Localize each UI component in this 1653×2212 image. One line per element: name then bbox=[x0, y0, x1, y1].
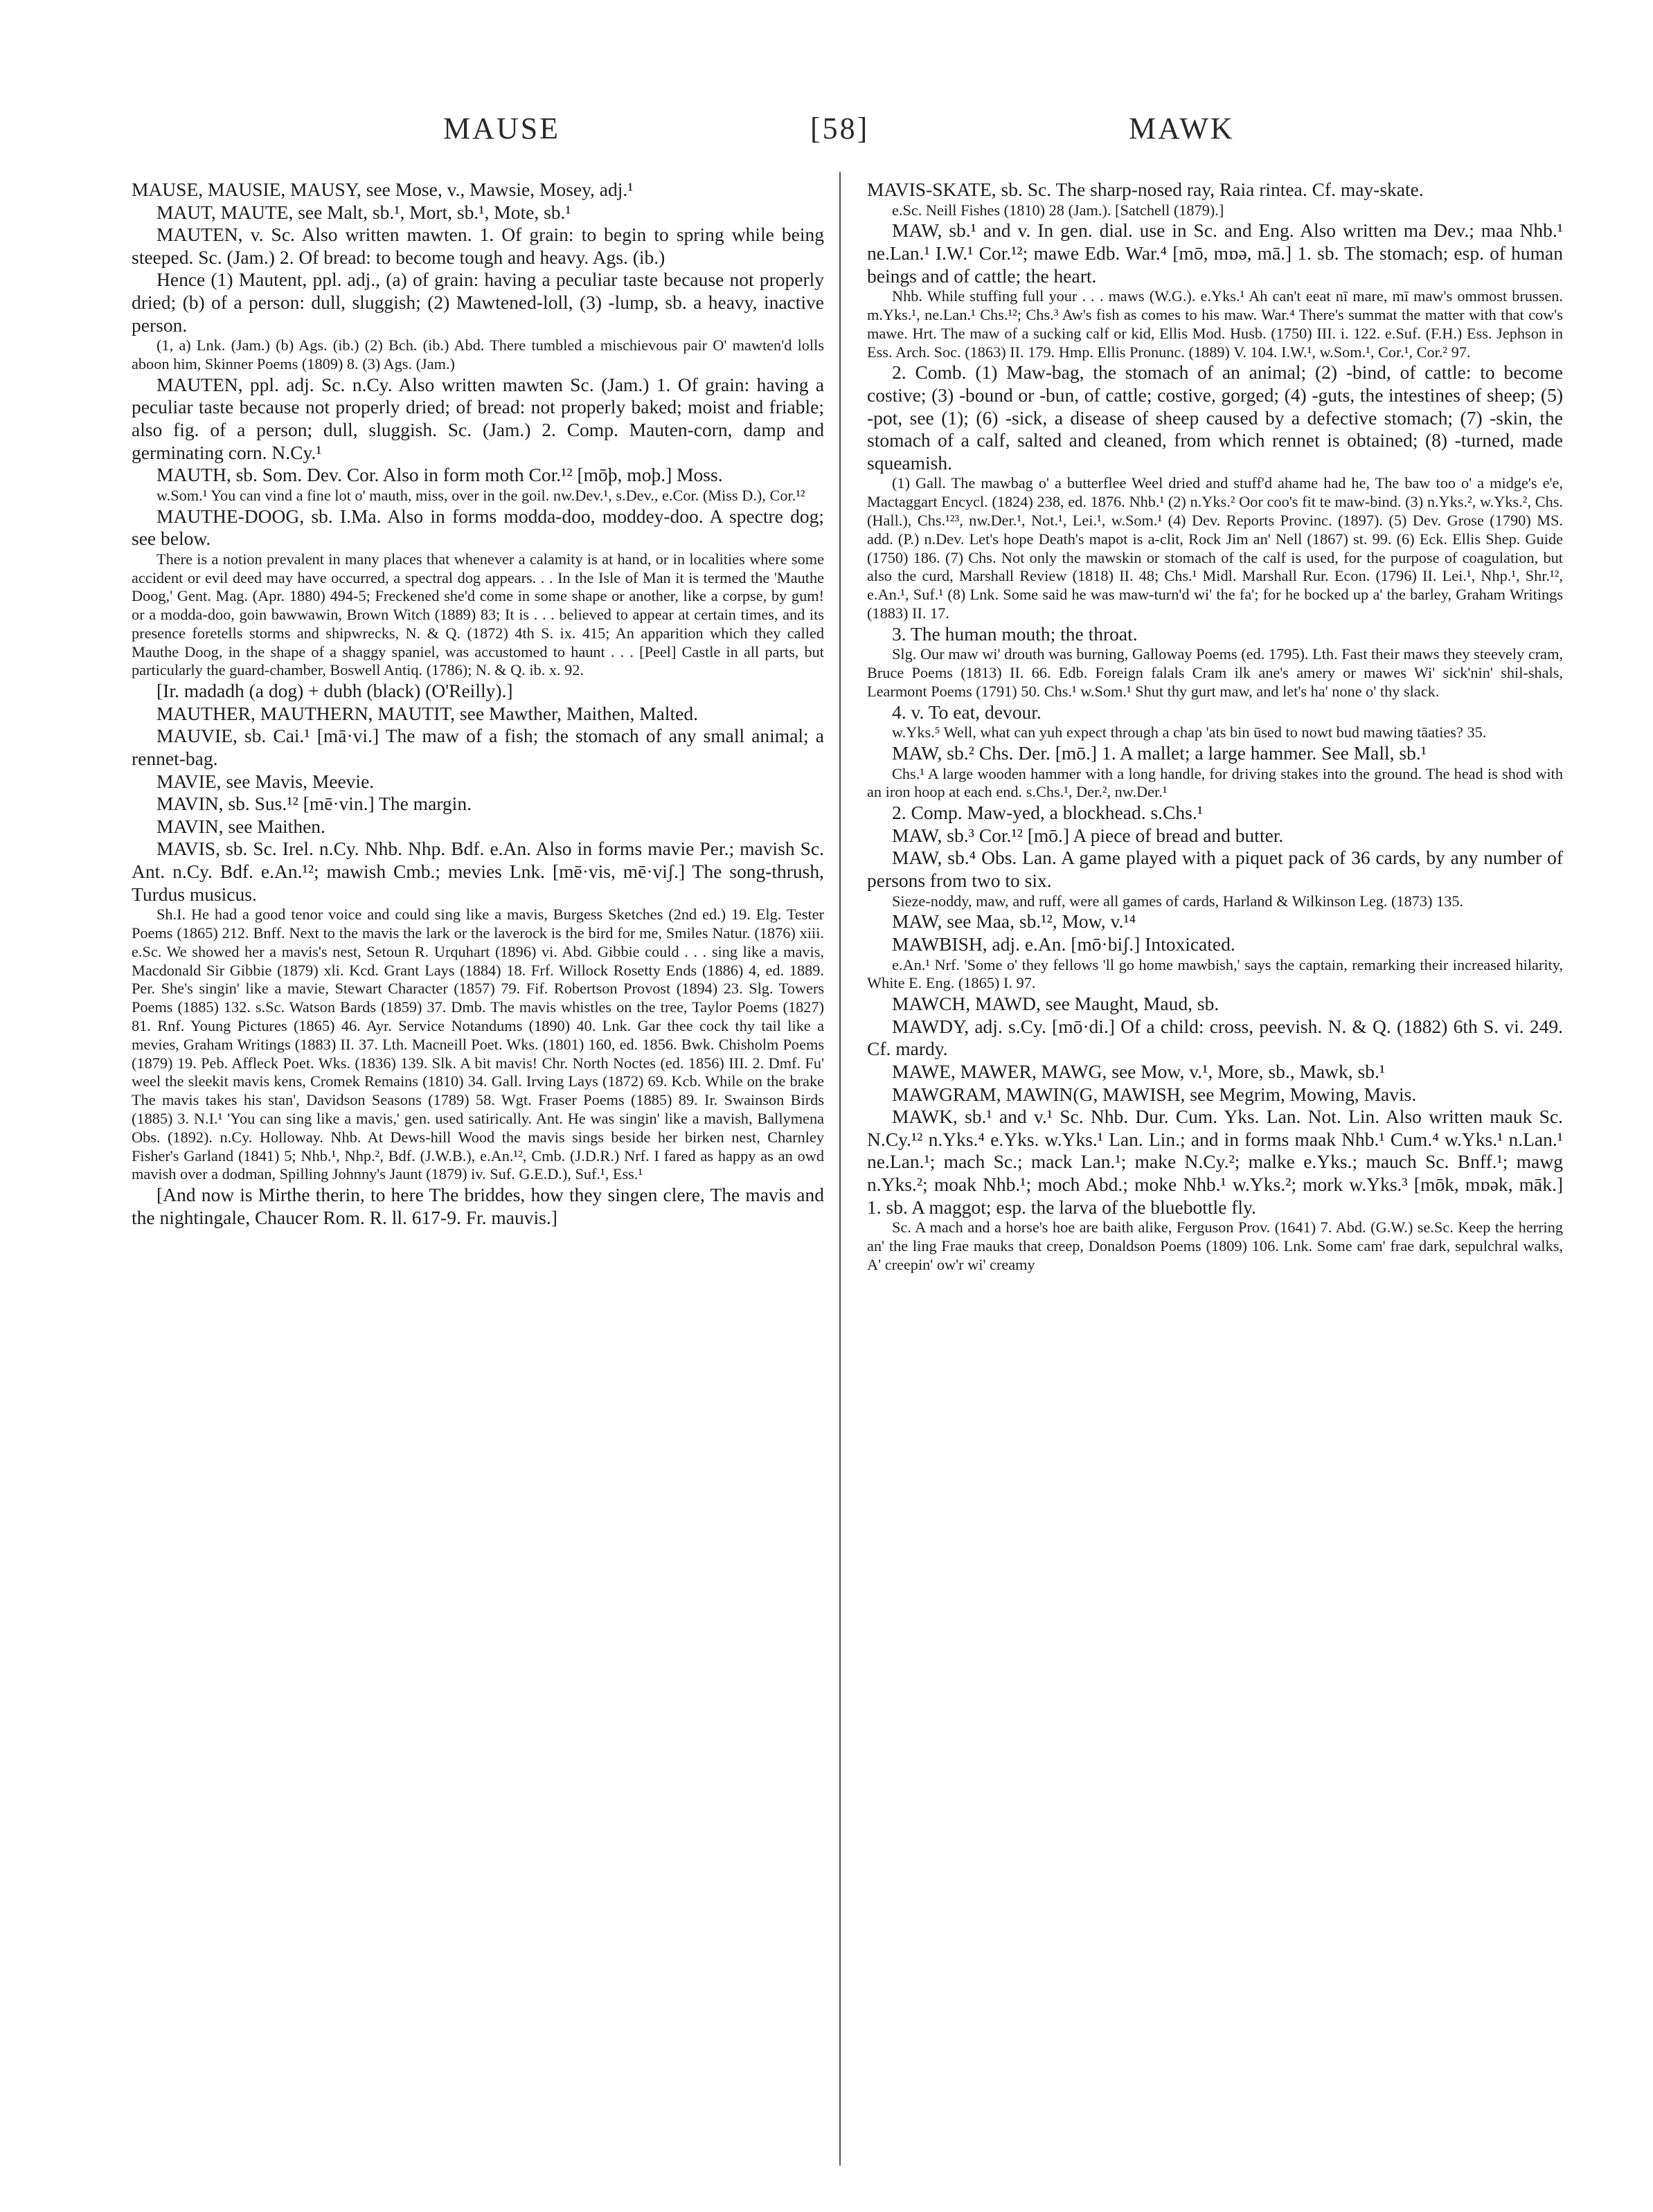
dictionary-entry: MAVIE, see Mavis, Meevie. bbox=[157, 770, 375, 792]
column-divider bbox=[839, 172, 841, 2166]
citation-paragraph: Chs.¹ A large wooden hammer with a long handle, for driving stakes into the ground. The head is shod with an iron hoop at each end. s.Chs.¹, Der.², nw.Der.¹ bbox=[867, 764, 1563, 801]
dictionary-entry: MAW, sb.¹ and v. In gen. dial. use in Sc. and Eng. Also written ma Dev.; maa Nhb.¹ ne.Lan.¹ I.W.¹ Cor.¹²; mawe Edb. War.⁴ [mō, mɒə, mā.] 1. sb. The stomach; esp. of human beings and of cattle; the heart. bbox=[867, 219, 1563, 287]
citation-paragraph: Slg. Our maw wi' drouth was burning, Galloway Poems (ed. 1795). Lth. Fast their maws they steevely cram, Bruce Poems (1813) II. 66. Edb. Foreign falals Cram ilk ane's amery or mawes Wi' sick'nin' shil-shals, Learmont Poems (1791) 50. Chs.¹ w.Som.¹ Shut thy gurt maw, and let's ha' none o' thy slack. bbox=[867, 645, 1563, 700]
dictionary-entry: MAWDY, adj. s.Cy. [mō·di.] Of a child: cross, peevish. N. & Q. (1882) 6th S. vi. 249. Cf. mardy. bbox=[867, 1015, 1563, 1060]
dictionary-entry: MAVIS, sb. Sc. Irel. n.Cy. Nhb. Nhp. Bdf. e.An. Also in forms mavie Per.; mavish Sc. Ant. n.Cy. Bdf. e.An.¹²; mawish Cmb.; mevies Lnk. [mē·vis, mē·viʃ.] The song-thrush, Turdus musicus. bbox=[132, 838, 824, 905]
dictionary-entry: MAUTHE-DOOG, sb. I.Ma. Also in forms modda-doo, moddey-doo. A spectre dog; see below. bbox=[132, 505, 824, 550]
page-number: [58] bbox=[810, 111, 870, 145]
dictionary-entry: 4. v. To eat, devour. bbox=[892, 701, 1042, 723]
dictionary-entry: MAWE, MAWER, MAWG, see Mow, v.¹, More, sb., Mawk, sb.¹ bbox=[892, 1061, 1386, 1082]
dictionary-entry: MAWK, sb.¹ and v.¹ Sc. Nhb. Dur. Cum. Yks. Lan. Not. Lin. Also written mauk Sc. N.Cy.¹² n.Yks.⁴ e.Yks. w.Yks.¹ Lan. Lin.; and in forms maak Nhb.¹ Cum.⁴ w.Yks.¹ n.Lan.¹ ne.Lan.¹; mach Sc.; mack Lan.¹; make N.Cy.²; malke e.Yks.; mauch Sc. Bnff.¹; mawg n.Yks.²; moak Nhb.¹; moch Abd.; moke Nhb.¹ w.Yks.²; mork w.Yks.³ [mōk, mɒək, māk.] 1. sb. A maggot; esp. the larva of the bluebottle fly. bbox=[867, 1106, 1563, 1218]
dictionary-entry: MAW, sb.² Chs. Der. [mō.] 1. A mallet; a large hammer. See Mall, sb.¹ bbox=[892, 742, 1427, 764]
dictionary-entry: MAUTEN, v. Sc. Also written mawten. 1. Of grain: to begin to spring while being steeped. Sc. (Jam.) 2. Of bread: to become tough and heavy. Ags. (ib.) bbox=[132, 224, 824, 268]
dictionary-entry: MAUTHER, MAUTHERN, MAUTIT, see Mawther, Maithen, Malted. bbox=[157, 702, 699, 724]
dictionary-entry: 2. Comp. Maw-yed, a blockhead. s.Chs.¹ bbox=[892, 802, 1203, 824]
right-column bbox=[867, 179, 1563, 1275]
dictionary-entry: 2. Comb. (1) Maw-bag, the stomach of an animal; (2) -bind, of cattle: to become costive; (3) -bound or -bun, of cattle; costive, gorged; (4) -guts, the intestines of sheep; (5) -pot, see (1); (6) -sick, a disease of sheep caused by a defective stomach; (7) -skin, the stomach of a calf, salted and cleaned, from which rennet is obtained; (8) -turned, made squeamish. bbox=[867, 361, 1563, 474]
dictionary-entry: Hence (1) Mautent, ppl. adj., (a) of grain: having a peculiar taste because not properly dried; (b) of a person: dull, sluggish; (2) Mawtened-loll, (3) -lump, sb. a heavy, inactive person. bbox=[132, 269, 824, 336]
left-column bbox=[132, 179, 824, 1229]
dictionary-entry: MAW, see Maa, sb.¹², Mow, v.¹⁴ bbox=[892, 910, 1136, 933]
dictionary-entry: MAVIN, see Maithen. bbox=[157, 815, 325, 837]
dictionary-entry: MAWGRAM, MAWIN(G, MAWISH, see Megrim, Mowing, Mavis. bbox=[892, 1083, 1417, 1105]
citation-paragraph: (1) Gall. The mawbag o' a butterflee Weel dried and stuff'd ahame had he, The baw too o' a midge's e'e, Mactaggart Encycl. (1824) 238, ed. 1876. Nhb.¹ (2) n.Yks.² Oor coo's fit te maw-bind. (3) n.Yks.², w.Yks.², Chs. (Hall.), Chs.¹²³, nw.Der.¹, Not.¹, Lei.¹, w.Som.¹ (4) Dev. Reports Provinc. (1897). (5) Dev. Grose (1790) MS. add. (P.) n.Dev. Let's hope Death's mapot is a-clit, Rock Jim an' Nell (1867) st. 99. (6) Eck. Ellis Shep. Guide (1750) 186. (7) Chs. Not only the mawskin or stomach of the calf is used, for the purpose of coagulation, but also the curd, Marshall Review (1818) II. 48; Chs.¹ Midl. Marshall Rur. Econ. (1796) II. Lei.¹, Nhp.¹, Shr.¹², e.An.¹, Suf.¹ (8) Lnk. Some said he was maw-turn'd wi' the fa'; for he bocked up a' the barley, Graham Writings (1883) II. 17. bbox=[867, 474, 1563, 622]
header-left-guideword: MAUSE bbox=[443, 111, 561, 145]
dictionary-entry: MAVIN, sb. Sus.¹² [mē·vin.] The margin. bbox=[157, 793, 472, 815]
dictionary-entry: [Ir. madadh (a dog) + dubh (black) (O'Reilly).] bbox=[157, 680, 513, 702]
dictionary-entry: MAUSE, MAUSIE, MAUSY, see Mose, v., Mawsie, Mosey, adj.¹ bbox=[132, 179, 634, 200]
dictionary-entry: MAWBISH, adj. e.An. [mō·biʃ.] Intoxicated. bbox=[892, 933, 1235, 955]
running-header bbox=[0, 111, 1653, 152]
citation-paragraph: w.Som.¹ You can vind a fine lot o' mauth, miss, over in the goil. nw.Dev.¹, s.Dev., e.Cor. (Miss D.), Cor.¹² bbox=[157, 486, 805, 504]
dictionary-entry: MAUT, MAUTE, see Malt, sb.¹, Mort, sb.¹, Mote, sb.¹ bbox=[157, 201, 571, 223]
citation-paragraph: Nhb. While stuffing full your . . . maws (W.G.). e.Yks.¹ Ah can't eeat nī mare, mī maw's ommost brussen. m.Yks.¹, ne.Lan.¹ Chs.¹²; Chs.³ Aw's fish as comes to his maw. War.⁴ There's summat the matter with that cow's mawe. Hrt. The maw of a sucking calf or kid, Ellis Mod. Husb. (1750) III. i. 122. e.Suf. (F.H.) Ess. Jephson in Ess. Arch. Soc. (1863) II. 179. Hmp. Ellis Pronunc. (1889) V. 104. I.W.¹, w.Som.¹, Cor.¹, Cor.² 97. bbox=[867, 287, 1563, 361]
citation-paragraph: There is a notion prevalent in many places that whenever a calamity is at hand, or in localities where some accident or evil deed may have occurred, a spectral dog appears. . . In the Isle of Man it is termed the 'Mauthe Doog,' Gent. Mag. (Apr. 1880) 494-5; Freckened she'd come in some shape or another, like a corpse, by gum! or a modda-doo, goin bawwawin, Brown Witch (1889) 83; It is . . . believed to appear at certain times, and its presence foretells storms and shipwrecks, N. & Q. (1872) 4th S. ix. 415; An apparition which they called Mauthe Doog, in the shape of a shaggy spaniel, was accustomed to haunt . . . [Peel] Castle in all parts, but particularly the guard-chamber, Boswell Antiq. (1786); N. & Q. ib. x. 92. bbox=[132, 550, 824, 679]
citation-paragraph: Sh.I. He had a good tenor voice and could sing like a mavis, Burgess Sketches (2nd ed.) 19. Elg. Tester Poems (1865) 212. Bnff. Next to the mavis the lark or the laverock is the bird for me, Smiles Natur. (1876) xiii. e.Sc. We showed her a mavis's nest, Setoun R. Urquhart (1896) vi. Abd. Gibbie could . . . sing like a mavis, Macdonald Sir Gibbie (1879) xli. Kcd. Grant Lays (1884) 18. Frf. Willock Rosetty Ends (1886) 4, ed. 1889. Per. She's singin' like a mavie, Stewart Character (1857) 79. Fif. Robertson Provost (1894) 23. Slg. Towers Poems (1885) 132. s.Sc. Watson Bards (1859) 37. Dmb. The mavis whistles on the tree, Taylor Poems (1827) 81. Rnf. Young Pictures (1865) 46. Ayr. Service Notandums (1890) 40. Lnk. Gar thee cock thy tail like a mevies, Graham Writings (1883) II. 37. Lth. Macneill Poet. Wks. (1801) 160, ed. 1856. Bwk. Chisholm Poems (1879) 19. Peb. Affleck Poet. Wks. (1836) 139. Slk. A bit mavis! Chr. North Noctes (ed. 1856) III. 2. Dmf. Fu' weel the sleekit mavis kens, Cromek Remains (1810) 34. Gall. Irving Lays (1872) 69. Kcb. While on the brake The mavis takes his stan', Davidson Seasons (1789) 58. Wgt. Fraser Poems (1885) 89. Ir. Swainson Birds (1885) 3. N.I.¹ 'You can sing like a mavis,' gen. used satirically. Ant. He was singin' like a mavish, Ballymena Obs. (1892). n.Cy. Holloway. Nhb. At Dews-hill Wood the mavis sings beside her birken nest, Charnley Fisher's Garland (1841) 5; Nhb.¹, Nhp.², Bdf. (J.W.B.), e.An.¹², Cmb. (J.D.R.) Nrf. I fared as happy as an owd mavish over a dodman, Spilling Johnny's Jaunt (1879) iv. Suf. G.E.D.), Suf.¹, Ess.¹ bbox=[132, 906, 824, 1183]
dictionary-entry: MAWCH, MAWD, see Maught, Maud, sb. bbox=[892, 993, 1219, 1015]
citation-paragraph: (1, a) Lnk. (Jam.) (b) Ags. (ib.) (2) Bch. (ib.) Abd. There tumbled a mischievous pair O' mawten'd lolls aboon him, Skinner Poems (1809) 8. (3) Ags. (Jam.) bbox=[132, 336, 824, 372]
dictionary-entry: [And now is Mirthe therin, to here The briddes, how they singen clere, The mavis and the nightingale, Chaucer Rom. R. ll. 617-9. Fr. mauvis.] bbox=[132, 1184, 824, 1228]
citation-paragraph: Sc. A mach and a horse's hoe are baith alike, Ferguson Prov. (1641) 7. Abd. (G.W.) se.Sc. Keep the herring an' the ling Frae mauks that creep, Donaldson Poems (1809) 106. Lnk. Some cam' frae dark, sepulchral walks, A' creepin' ow'r wi' creamy bbox=[867, 1219, 1563, 1273]
dictionary-entry: MAUTH, sb. Som. Dev. Cor. Also in form moth Cor.¹² [mōþ, moþ.] Moss. bbox=[157, 464, 723, 486]
citation-paragraph: w.Yks.⁵ Well, what can yuh expect through a chap 'ats bin ūsed to nowt bud mawing tāaties? 35. bbox=[892, 723, 1487, 741]
citation-paragraph: Sieze-noddy, maw, and ruff, were all games of cards, Harland & Wilkinson Leg. (1873) 135. bbox=[892, 892, 1464, 910]
dictionary-entry: MAW, sb.³ Cor.¹² [mō.] A piece of bread and butter. bbox=[892, 824, 1284, 846]
dictionary-entry: 3. The human mouth; the throat. bbox=[892, 622, 1138, 645]
dictionary-entry: MAUTEN, ppl. adj. Sc. n.Cy. Also written mawten Sc. (Jam.) 1. Of grain: having a peculiar taste because not properly dried; of bread: not properly baked; moist and friable; also fig. of a person; dull, sluggish. Sc. (Jam.) 2. Comp. Mauten-corn, damp and germinating corn. N.Cy.¹ bbox=[132, 373, 824, 463]
citation-paragraph: e.An.¹ Nrf. 'Some o' they fellows 'll go home mawbish,' says the captain, remarking their increased hilarity, White E. Eng. (1865) I. 97. bbox=[867, 955, 1563, 992]
dictionary-entry: MAUVIE, sb. Cai.¹ [mā·vi.] The maw of a fish; the stomach of any small animal; a rennet-bag. bbox=[132, 725, 824, 770]
header-right-guideword: MAWK bbox=[1129, 111, 1235, 145]
citation-paragraph: e.Sc. Neill Fishes (1810) 28 (Jam.). [Satchell (1879).] bbox=[892, 201, 1224, 219]
dictionary-entry: MAW, sb.⁴ Obs. Lan. A game played with a piquet pack of 36 cards, by any number of persons from two to six. bbox=[867, 847, 1563, 892]
dictionary-entry: MAVIS-SKATE, sb. Sc. The sharp-nosed ray, Raia rintea. Cf. may-skate. bbox=[867, 179, 1424, 200]
